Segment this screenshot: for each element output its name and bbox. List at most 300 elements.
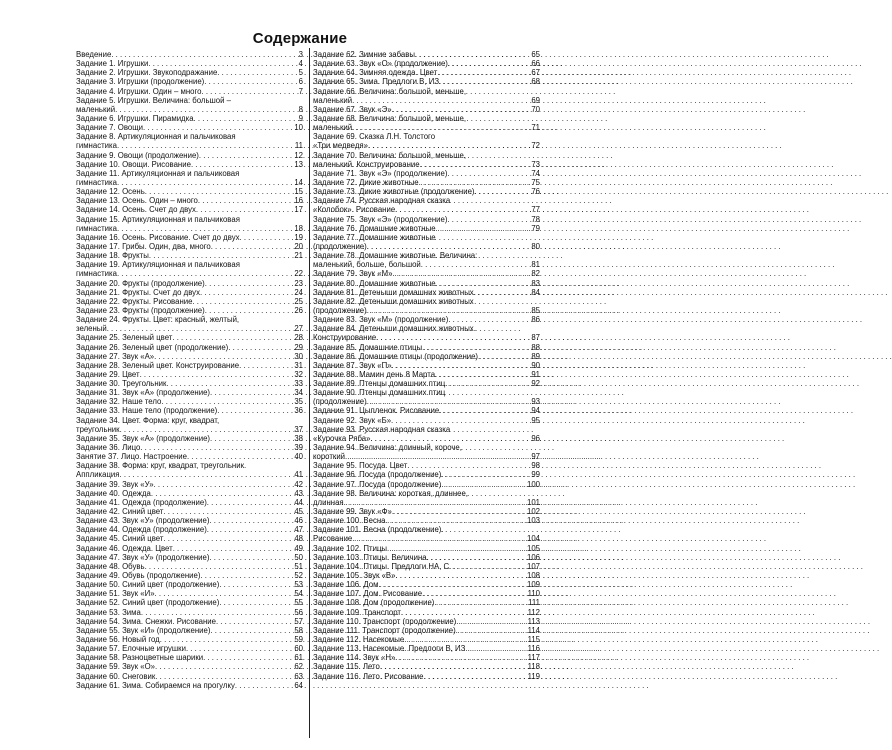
toc-entry-label: Задание 66. Величина: большой, меньше, — [313, 86, 467, 96]
toc-entry — [313, 315, 540, 324]
toc-entry — [313, 178, 540, 187]
toc-entry-label: гимнастика — [76, 141, 117, 151]
toc-entry-page: 80 — [531, 241, 540, 251]
toc-entry-page: 76 — [531, 187, 540, 197]
dot-leader — [117, 178, 293, 187]
toc-entry-page: 107 — [526, 561, 540, 571]
toc-entry-label: Задание 64. Зимняя одежда. Цвет — [313, 68, 438, 78]
toc-entry-page: 91 — [531, 369, 540, 379]
dot-leader — [456, 617, 526, 626]
toc-entry-label: Задание 56. Новый год — [76, 635, 160, 644]
toc-entry — [76, 434, 303, 443]
toc-entry-page: 15 — [294, 187, 303, 197]
toc-entry — [76, 425, 303, 434]
toc-entry-label: Задание 41. Одежда (продолжение) — [76, 497, 207, 507]
toc-entry-label: Задание 30. Треугольник — [76, 379, 167, 389]
toc-entry — [313, 279, 540, 288]
toc-entry-label: Задание 8. Артикуляционная и пальчиковая — [76, 132, 236, 142]
toc-entry-label: Задание 80. Домашние животные — [313, 278, 436, 288]
toc-entry — [313, 269, 540, 278]
toc-entry-page: 86 — [531, 315, 540, 325]
toc-entry — [313, 406, 540, 415]
dot-leader — [395, 653, 526, 662]
toc-entry-page: 73 — [531, 159, 540, 169]
toc-entry-page: 79 — [531, 223, 540, 233]
dot-leader — [205, 279, 294, 288]
dot-leader — [192, 297, 293, 306]
dot-leader — [140, 370, 294, 379]
toc-entry — [313, 370, 540, 379]
toc-entry-label: Задание 114. Звук «Н» — [313, 653, 396, 663]
dot-leader — [117, 141, 294, 150]
toc-entry-label: Задание 60. Снеговик — [76, 671, 156, 681]
toc-entry-page: 29 — [294, 342, 303, 352]
toc-entry-page: 6 — [298, 77, 303, 87]
toc-entry-label: Задание 35. Звук «А» (продолжение) — [76, 433, 211, 443]
toc-entry — [76, 681, 303, 690]
dot-leader — [395, 205, 530, 214]
toc-entry — [76, 196, 303, 205]
dot-leader — [445, 379, 530, 388]
toc-entry — [76, 251, 303, 260]
toc-entry — [76, 123, 303, 132]
toc-entry — [76, 388, 303, 397]
dot-leader — [441, 470, 530, 479]
dot-leader — [219, 580, 293, 589]
toc-entry — [76, 151, 303, 160]
toc-entry-label: Задание 29. Цвет — [76, 369, 140, 379]
dot-leader — [370, 434, 530, 443]
toc-entry-label: Задание 72. Дикие животные — [313, 177, 419, 187]
dot-leader — [186, 644, 293, 653]
dot-leader — [140, 443, 293, 452]
dot-leader — [439, 406, 530, 415]
toc-entry-label: зеленый — [76, 324, 107, 334]
toc-entry — [313, 205, 540, 214]
toc-entry — [313, 333, 540, 342]
dot-leader — [392, 269, 530, 278]
toc-entry-page: 59 — [294, 635, 303, 644]
dot-leader — [436, 279, 531, 288]
toc-entry-page: 38 — [294, 433, 303, 443]
toc-entry-label: Задание 86. Домашние птицы (продолжение) — [313, 351, 479, 361]
dot-leader — [392, 507, 526, 516]
toc-entry-page: 32 — [294, 369, 303, 379]
toc-entry-label: Задание 21. Фрукты. Счет до двух — [76, 287, 200, 297]
toc-entry-label: Задание 25. Зеленый цвет — [76, 333, 173, 343]
toc-entry-label: Задание 75. Звук «Э» (продолжение) — [313, 214, 448, 224]
toc-entry — [76, 343, 303, 352]
toc-entry-page: 84 — [531, 287, 540, 297]
dot-leader — [148, 59, 297, 68]
dot-leader — [207, 525, 294, 534]
toc-entry-page: 69 — [531, 95, 540, 105]
toc-entry-page: 112 — [527, 607, 540, 617]
toc-entry — [76, 87, 303, 96]
toc-entry-page: 3 — [298, 50, 303, 59]
toc-entry — [313, 169, 540, 178]
toc-entry-page: 88 — [531, 342, 540, 352]
toc-entry-label: Задание 31. Звук «А» (продолжение) — [76, 388, 211, 398]
toc-entry-label: Аппликация — [76, 470, 120, 480]
toc-entry — [313, 224, 540, 233]
toc-entry-label: Задание 32. Наше тело — [76, 397, 162, 407]
toc-entry-page: 42 — [294, 479, 303, 489]
dot-leader — [149, 251, 293, 260]
toc-entry — [76, 635, 303, 644]
toc-entry-page: 10 — [294, 123, 303, 133]
toc-entry-label: Задание 103. Птицы. Величина — [313, 552, 427, 562]
toc-entry-label: Задание 24. Фрукты. Цвет: красный, желтый, — [76, 315, 240, 325]
toc-entry-label: Задание 52. Синий цвет (продолжение) — [76, 598, 220, 608]
toc-entry — [76, 672, 303, 681]
toc-entry-page: 37 — [294, 424, 303, 434]
toc-entry — [313, 434, 540, 443]
toc-entry — [313, 544, 540, 553]
toc-entry-label: Задание 33. Наше тело (продолжение) — [76, 406, 218, 416]
toc-entry-page: 67 — [531, 68, 540, 78]
dot-leader — [160, 635, 294, 644]
dot-leader — [143, 123, 293, 132]
toc-entry-page: 33 — [294, 379, 303, 389]
toc-entry-page: 43 — [294, 488, 303, 498]
dot-leader — [391, 416, 530, 425]
toc-entry-page: 108 — [526, 571, 540, 581]
dot-leader — [219, 598, 293, 607]
toc-entry-label: Задание 3. Игрушки (продолжение) — [76, 77, 205, 87]
dot-leader — [379, 580, 526, 589]
page-title: Содержание — [252, 30, 348, 47]
toc-entry-label: Задание 23. Фрукты (продолжение) — [76, 305, 205, 315]
dot-leader — [204, 77, 297, 86]
dot-leader — [194, 114, 298, 123]
toc-entry — [76, 516, 303, 525]
dot-leader — [415, 50, 530, 59]
toc-entry — [313, 480, 540, 489]
toc-entry-label: Задание 79. Звук «М» — [313, 269, 393, 279]
toc-entry-page: 49 — [294, 543, 303, 553]
dot-leader — [198, 196, 293, 205]
toc-entry-label: Задание 28. Зеленый цвет. Конструирование — [76, 360, 240, 370]
toc-entry-label: Задание 47. Звук «У» (продолжение) — [76, 552, 210, 562]
toc-entry-label: Задание 96. Посуда (продолжение) — [313, 470, 442, 480]
toc-entry — [313, 160, 540, 169]
toc-entry-label: Задание 102. Птицы — [313, 543, 388, 553]
toc-entry — [76, 617, 303, 626]
toc-entry-page: 110 — [527, 589, 540, 599]
toc-entry — [313, 123, 540, 132]
toc-entry — [76, 224, 303, 233]
toc-entry-page: 41 — [294, 470, 303, 480]
toc-entry — [313, 343, 540, 352]
toc-entry-page: 101 — [526, 497, 540, 507]
toc-entry-label: Задание 19. Артикуляционная и пальчиковая — [76, 260, 240, 270]
toc-entry — [313, 215, 540, 224]
dot-leader — [199, 151, 293, 160]
dot-leader — [367, 242, 531, 251]
toc-entry — [76, 68, 303, 77]
toc-entry — [76, 333, 303, 342]
dot-leader — [235, 681, 293, 690]
dot-leader — [448, 315, 530, 324]
toc-entry — [76, 571, 303, 580]
toc-entry-label: Задание 73. Дикие животные (продолжение) — [313, 187, 475, 197]
toc-entry-label: Задание 85. Домашние птицы — [313, 342, 423, 352]
toc-entry-label: Задание 10. Овощи. Рисование — [76, 159, 191, 169]
toc-entry-label: Задание 94. Величина: длинный, короче, — [313, 443, 462, 453]
toc-entry-page: 89 — [531, 351, 540, 361]
toc-entry-label: Задание 90. Птенцы домашних птиц — [313, 388, 446, 398]
toc-entry-page: 106 — [526, 552, 540, 562]
toc-entry-label: Задание 83. Звук «М» (продолжение) — [313, 315, 449, 325]
toc-entry-label: Задание 34. Цвет. Форма: круг, квадрат, — [76, 415, 220, 425]
toc-entry — [313, 260, 540, 269]
toc-entry-page: 31 — [294, 360, 303, 370]
toc-entry-label: Задание 109. Транспорт — [313, 607, 401, 617]
toc-entry — [313, 562, 540, 571]
toc-entry-page: 30 — [294, 351, 303, 361]
toc-entry — [76, 443, 303, 452]
toc-entry-label: маленький — [313, 123, 353, 133]
toc-entry-label: Задание 98. Величина: короткая, длиннее, — [313, 488, 468, 498]
toc-entry-label: Задание 50. Синий цвет (продолжение) — [76, 580, 220, 590]
toc-entry — [313, 617, 540, 626]
toc-entry-page: 115 — [527, 635, 540, 644]
toc-entry-label: Задание 45. Синий цвет — [76, 534, 164, 544]
dot-leader — [439, 77, 530, 86]
dot-leader — [419, 178, 531, 187]
toc-entry-page: 81 — [531, 260, 540, 270]
dot-leader — [173, 544, 294, 553]
toc-entry-page: 103 — [526, 516, 540, 526]
dot-leader — [380, 662, 527, 671]
toc-entry-label: Задание 39. Звук «У» — [76, 479, 154, 489]
toc-entry-page: 44 — [294, 497, 303, 507]
toc-entry-label: Задание 91. Цыпленок. Рисование — [313, 406, 440, 416]
toc-entry-label: маленький, больше, большой — [313, 260, 421, 270]
toc-entry — [76, 187, 303, 196]
toc-entry-page: 116 — [527, 644, 540, 654]
toc-entry — [313, 470, 540, 479]
toc-entry-label: Задание 87. Звук «П» — [313, 360, 392, 370]
dot-leader — [422, 589, 526, 598]
toc-entry-page: 100 — [526, 479, 540, 489]
toc-entry-label: Задание 42. Синий цвет — [76, 507, 164, 517]
dot-leader — [155, 672, 293, 681]
toc-entry-page: 53 — [294, 580, 303, 590]
dot-leader — [422, 343, 530, 352]
toc-entry — [313, 571, 540, 580]
toc-entry — [313, 653, 540, 662]
dot-leader — [200, 288, 293, 297]
toc-entry — [313, 379, 540, 388]
toc-entry-label: Задание 115. Лето — [313, 662, 380, 672]
toc-entry-label: Задание 108. Дом (продолжение) — [313, 598, 435, 608]
toc-entry — [313, 306, 540, 315]
toc-entry-label: длинная — [313, 497, 344, 507]
toc-entry-label: Рисование — [313, 534, 353, 544]
toc-entry-page: 95 — [531, 415, 540, 425]
toc-entry-label: «Колобок». Рисование — [313, 205, 396, 215]
dot-leader — [209, 516, 293, 525]
toc-entry-label: Задание 38. Форма: круг, квадрат, треугольник. — [76, 461, 247, 471]
dot-leader — [395, 571, 526, 580]
toc-entry-page: 65 — [531, 50, 540, 59]
dot-leader — [448, 59, 530, 68]
toc-entry — [313, 397, 540, 406]
toc-entry-page: 47 — [294, 525, 303, 535]
toc-entry-label: Задание 110. Транспорт (продолжение) — [313, 616, 457, 626]
toc-entry-page: 21 — [294, 251, 303, 261]
toc-entry-page: 56 — [294, 607, 303, 617]
toc-entry — [76, 507, 303, 516]
toc-entry-page: 51 — [294, 561, 303, 571]
toc-entry — [76, 525, 303, 534]
dot-leader — [437, 68, 530, 77]
toc-entry-page: 63 — [294, 671, 303, 681]
dot-leader — [367, 397, 531, 406]
toc-entry — [76, 77, 303, 86]
dot-leader — [209, 553, 293, 562]
toc-entry — [76, 406, 303, 415]
toc-entry-page: 25 — [294, 296, 303, 306]
toc-entry — [76, 498, 303, 507]
toc-entry-label: Задание 89. Птенцы домашних птиц — [313, 379, 446, 389]
toc-entry-label: Задание 107. Дом. Рисование — [313, 589, 423, 599]
dot-leader — [435, 370, 530, 379]
toc-entry — [76, 562, 303, 571]
toc-entry — [76, 626, 303, 635]
toc-entry-page: 8 — [298, 104, 303, 114]
toc-entry — [313, 416, 540, 425]
toc-entry-label: Задание 111. Транспорт (продолжение) — [313, 625, 456, 635]
toc-entry — [76, 379, 303, 388]
dot-leader — [387, 544, 526, 553]
dot-leader — [216, 617, 293, 626]
toc-entry-label: Задание 84. Детеныши домашних животных. — [313, 324, 476, 334]
toc-entry-label: Задание 88. Мамин день 8 Марта — [313, 369, 436, 379]
toc-entry-label: Задание 48. Обувь — [76, 561, 145, 571]
toc-entry-label: Задание 49. Обувь (продолжение) — [76, 571, 201, 581]
toc-entry-page: 74 — [531, 168, 540, 178]
toc-entry — [313, 59, 540, 68]
toc-entry-page: 104 — [526, 534, 540, 544]
dot-leader — [352, 534, 526, 543]
toc-entry-label: Задание 51. Звук «И» — [76, 589, 155, 599]
dot-leader — [155, 589, 294, 598]
toc-entry-page: 60 — [294, 644, 303, 654]
toc-entry-label: Задание 20. Фрукты (продолжение) — [76, 278, 205, 288]
toc-entry — [76, 324, 303, 333]
dot-leader — [154, 480, 294, 489]
toc-entry-page: 118 — [527, 662, 540, 672]
toc-entry-label: Задание 57. Елочные игрушки — [76, 644, 186, 654]
toc-entry-page: 85 — [531, 305, 540, 315]
toc-entry-label: (продолжение) — [313, 241, 367, 251]
toc-entry-label: (продолжение) — [313, 305, 367, 315]
toc-entry — [76, 279, 303, 288]
toc-entry — [313, 598, 540, 607]
toc-entry — [76, 114, 303, 123]
toc-entry — [76, 644, 303, 653]
toc-entry-page: 83 — [531, 278, 540, 288]
toc-entry — [76, 370, 303, 379]
dot-leader — [420, 160, 531, 169]
toc-entry — [76, 59, 303, 68]
toc-entry-page: 68 — [531, 77, 540, 87]
dot-leader — [155, 662, 293, 671]
toc-entry-label: Задание 55. Звук «И» (продолжение) — [76, 625, 211, 635]
toc-entry-page: 45 — [294, 507, 303, 517]
toc-entry — [76, 288, 303, 297]
dot-leader — [163, 507, 293, 516]
toc-entry-page: 113 — [527, 616, 540, 626]
toc-entry-label: Задание 101. Весна (продолжение). — [313, 525, 444, 535]
dot-leader — [117, 269, 293, 278]
dot-leader — [344, 498, 526, 507]
toc-entry-page: 114 — [527, 625, 540, 635]
toc-entry — [313, 242, 540, 251]
toc-entry-page: 34 — [294, 388, 303, 398]
dot-leader — [161, 397, 293, 406]
toc-entry — [313, 68, 540, 77]
toc-entry-label: Задание 112. Насекомые — [313, 635, 405, 644]
dot-leader — [465, 644, 526, 653]
toc-entry-page: 99 — [531, 470, 540, 480]
toc-entry — [76, 452, 303, 461]
dot-leader — [228, 343, 293, 352]
toc-entry — [76, 397, 303, 406]
toc-entry-page: 98 — [531, 461, 540, 471]
dot-leader — [210, 388, 293, 397]
toc-entry-page: 5 — [298, 68, 303, 78]
toc-entry-label: Задание 14. Осень. Счет до двух — [76, 205, 196, 215]
toc-entry-label: Задание 53. Зима — [76, 607, 141, 617]
toc-entry-page: 96 — [531, 433, 540, 443]
toc-entry — [313, 498, 540, 507]
toc-entry-label: (продолжение) — [313, 397, 367, 407]
toc-entry-label: Задание 104. Птицы. Предлоги НА, С — [313, 561, 450, 571]
toc-entry — [76, 352, 303, 361]
toc-entry-label: Задание 46. Одежда. Цвет — [76, 543, 173, 553]
toc-entry — [313, 672, 540, 681]
toc-entry-label: Задание 106. Дом — [313, 580, 379, 590]
toc-entry-page: 13 — [294, 159, 303, 169]
toc-entry-label: Задание 63. Звук «О» (продолжение) — [313, 59, 448, 69]
toc-entry — [313, 516, 540, 525]
toc-entry-page: 64 — [294, 680, 303, 690]
toc-entry — [76, 160, 303, 169]
toc-entry — [76, 553, 303, 562]
dot-leader — [447, 169, 530, 178]
toc-entry-label: Задание 95. Посуда. Цвет — [313, 461, 408, 471]
dot-leader — [210, 434, 293, 443]
toc-entry-page: 61 — [294, 653, 303, 663]
toc-entry — [76, 589, 303, 598]
toc-entry — [76, 233, 303, 242]
toc-entry-page: 39 — [294, 443, 303, 453]
toc-entry-page: 87 — [531, 333, 540, 343]
dot-leader — [217, 406, 293, 415]
toc-entry-label: Задание 68. Величина: большой, меньше, — [313, 113, 467, 123]
toc-entry-page: 22 — [294, 269, 303, 279]
toc-entry-label: Задание 82. Детеныши домашних животных — [313, 296, 474, 306]
toc-entry — [313, 534, 540, 543]
toc-entry-label: Задание 71. Звук «Э» (продолжение) — [313, 168, 448, 178]
toc-entry-label: Задание 16. Осень. Рисование. Счет до двух — [76, 232, 240, 242]
toc-entry-page: 93 — [531, 397, 540, 407]
toc-entry-page: 111 — [528, 598, 540, 608]
